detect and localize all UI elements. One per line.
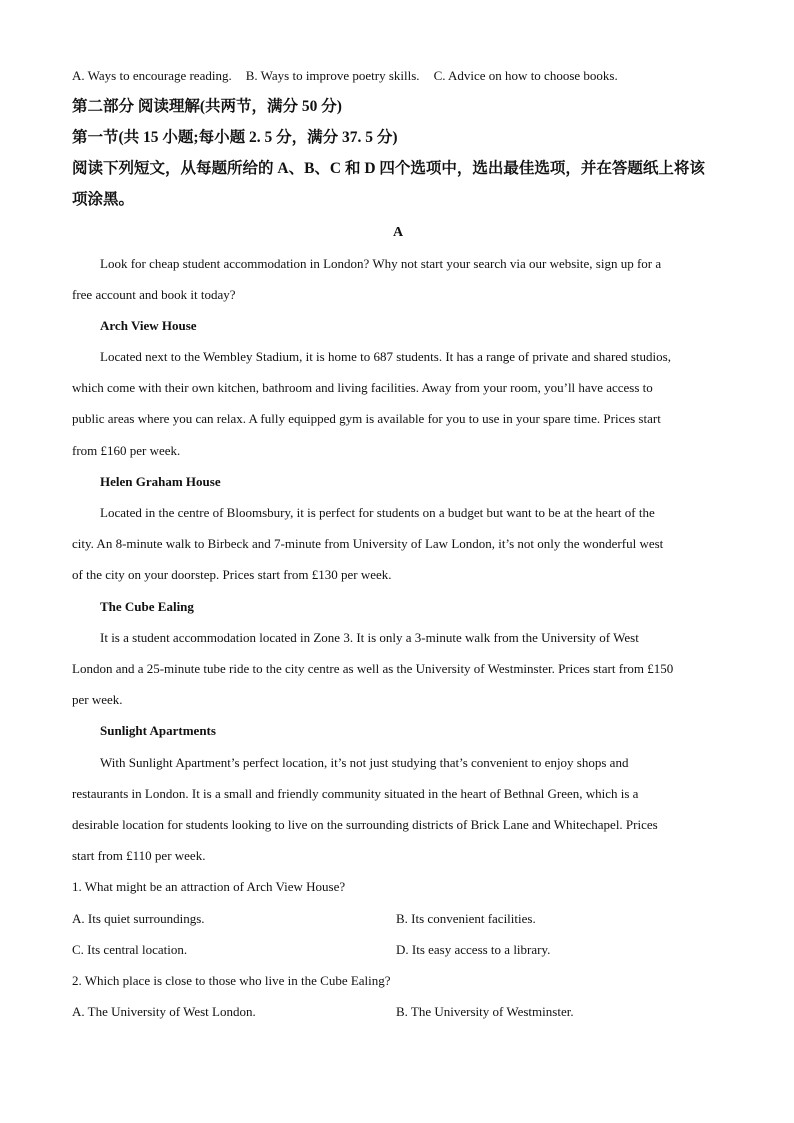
passage-label: A [392, 225, 404, 240]
top-options-row [72, 68, 618, 84]
place-title-arch-view: Arch View House [100, 318, 197, 333]
section-heading: 第二部分 阅读理解(共两节，满分 50 分) [72, 98, 342, 115]
option-b[interactable]: B. Its convenient facilities. [396, 911, 536, 926]
intro-line-1: Look for cheap student accommodation in London? Why not start your search via our website, sign up for a [100, 256, 662, 271]
option-c[interactable]: C. Its central location. [72, 942, 188, 957]
option-d[interactable]: D. Its easy access to a library. [396, 942, 551, 957]
top-option-a: A. Ways to encourage reading. [72, 68, 232, 83]
place-text-line: Located in the centre of Bloomsbury, it is perfect for students on a budget but want to be at the heart of the [100, 505, 655, 520]
place-text-line: per week. [72, 692, 123, 707]
option-a[interactable]: A. The University of West London. [72, 1004, 256, 1019]
instruction-line-1: 阅读下列短文，从每题所给的 A、B、C 和 D 四个选项中，选出最佳选项，并在答题纸上将该 [72, 160, 705, 177]
question-stem-2: 2. Which place is close to those who live in the Cube Ealing? [72, 973, 391, 988]
place-text-line: Located next to the Wembley Stadium, it is home to 687 students. It has a range of private and shared studios, [100, 349, 671, 364]
place-title-cube-ealing: The Cube Ealing [100, 599, 194, 614]
top-option-b: B. Ways to improve poetry skills. [245, 68, 420, 83]
place-title-helen-graham: Helen Graham House [100, 474, 221, 489]
option-a[interactable]: A. Its quiet surroundings. [72, 911, 205, 926]
place-title-sunlight: Sunlight Apartments [100, 723, 216, 738]
place-text-line: desirable location for students looking to live on the surrounding districts of Brick Lane and Whitechapel. Prices [72, 817, 658, 832]
place-text-line: of the city on your doorstep. Prices start from £130 per week. [72, 567, 392, 582]
instruction-line-2: 项涂黑。 [72, 191, 135, 208]
part-heading: 第一节(共 15 小题;每小题 2. 5 分，满分 37. 5 分) [72, 129, 398, 146]
place-text-line: restaurants in London. It is a small and friendly community situated in the heart of Bethnal Green, which is a [72, 786, 639, 801]
option-b[interactable]: B. The University of Westminster. [396, 1004, 574, 1019]
intro-line-2: free account and book it today? [72, 287, 236, 302]
question-stem-1: 1. What might be an attraction of Arch View House? [72, 879, 346, 894]
place-text-line: start from £110 per week. [72, 848, 206, 863]
place-text-line: London and a 25-minute tube ride to the city centre as well as the University of Westminster. Prices start from £150 [72, 661, 674, 676]
place-text-line: public areas where you can relax. A fully equipped gym is available for you to use in your spare time. Prices start [72, 411, 661, 426]
place-text-line: city. An 8-minute walk to Birbeck and 7-minute from University of Law London, it’s not only the wonderful west [72, 536, 664, 551]
place-text-line: With Sunlight Apartment’s perfect location, it’s not just studying that’s convenient to enjoy shops and [100, 755, 629, 770]
place-text-line: It is a student accommodation located in Zone 3. It is only a 3-minute walk from the University of West [100, 630, 639, 645]
place-text-line: which come with their own kitchen, bathroom and living facilities. Away from your room, you’ll have access to [72, 380, 653, 395]
top-option-c: C. Advice on how to choose books. [433, 68, 618, 83]
place-text-line: from £160 per week. [72, 443, 181, 458]
